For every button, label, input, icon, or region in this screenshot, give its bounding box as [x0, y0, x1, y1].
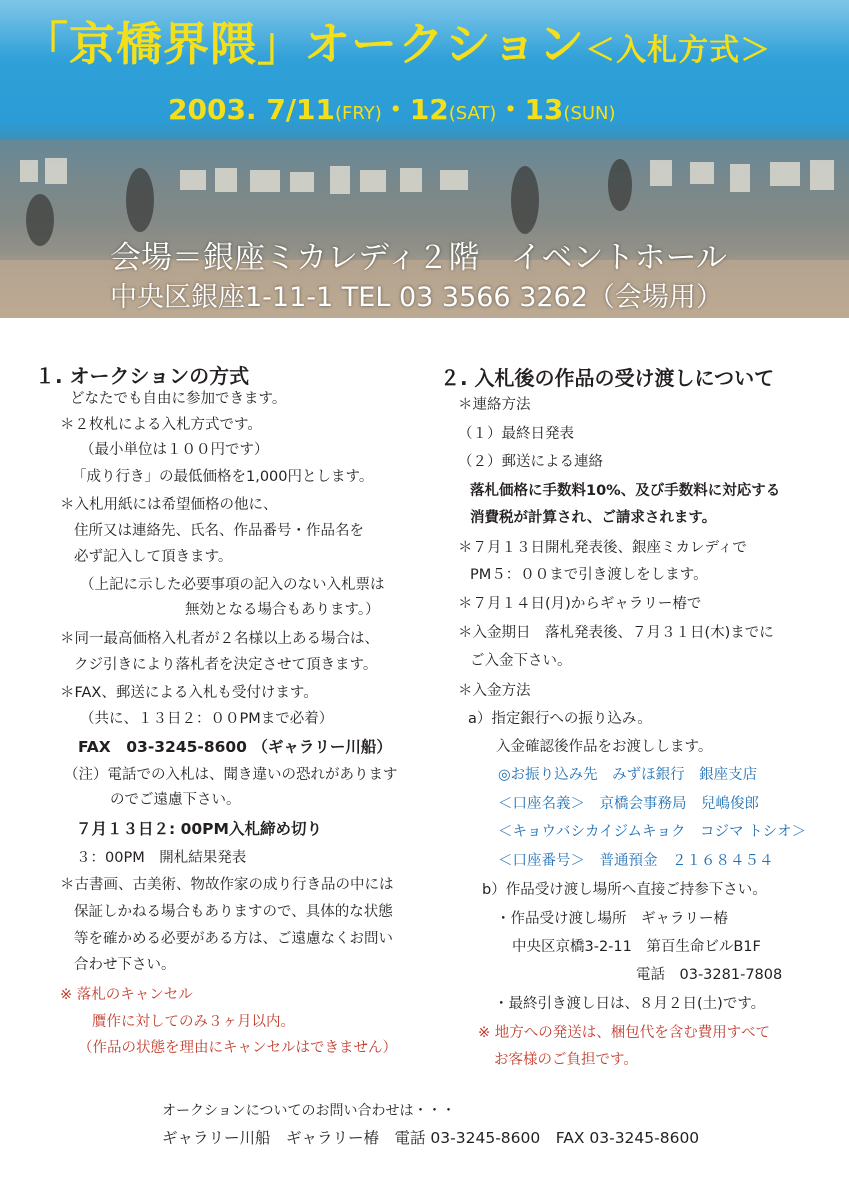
- section1-line: 住所又は連絡先、氏名、作品番号・作品名を: [74, 523, 364, 539]
- venue-address: 中央区銀座1-11-1 TEL 03 3566 3262（会場用）: [110, 282, 723, 313]
- section1-line: （注）電話での入札は、聞き違いの恐れがあります: [64, 767, 398, 783]
- section1-line: （上記に示した必要事項の記入のない入札票は: [80, 577, 385, 593]
- section1-line: ３：00PM 開札結果発表: [76, 850, 247, 866]
- section2-line: ご入金下さい。: [470, 653, 572, 669]
- section1-line-fax: FAX 03-3245-8600 （ギャラリー川船）: [78, 738, 392, 756]
- section1-line: どなたでも自由に参加できます。: [70, 391, 287, 407]
- section2-line: ＊７月１３日開札発表後、銀座ミカレディで: [458, 540, 747, 556]
- date-day2-weekday: (SAT): [448, 103, 497, 124]
- header-banner: [0, 0, 849, 318]
- date-day3-weekday: (SUN): [563, 103, 616, 124]
- section1-line: 保証しかねる場合もありますので、具体的な状態: [74, 904, 393, 920]
- section1-line: ＊同一最高価格入札者が２名様以上ある場合は、: [60, 631, 379, 647]
- section2-line: ＊連絡方法: [458, 397, 531, 413]
- section1-line: （共に、１３日２：００PMまで必着）: [80, 711, 334, 727]
- section2-line: （１）最終日発表: [458, 426, 574, 442]
- section2-line-fee: 落札価格に手数料10%、及び手数料に対応する: [470, 483, 781, 499]
- section1-heading: １. オークションの方式: [35, 364, 250, 388]
- section2-line: b）作品受け渡し場所へ直接ご持参下さい。: [482, 882, 767, 898]
- section2-line: 中央区京橋3-2-11 第百生命ビルB1F: [512, 939, 761, 955]
- section2-line-shipping: お客様のご負担です。: [494, 1052, 638, 1068]
- date-day1-weekday: (FRY): [335, 103, 382, 124]
- section2-heading: ２. 入札後の作品の受け渡しについて: [440, 366, 775, 390]
- venue-name: 会場＝銀座ミカレディ２階 イベントホール: [110, 240, 727, 276]
- bank-account-number: ＜口座番号＞ 普通預金 ２１６８４５４: [498, 853, 774, 869]
- section1-line-cancel: ※ 落札のキャンセル: [60, 987, 193, 1003]
- section2-line: PM５：００まで引き渡しをします。: [470, 567, 708, 583]
- section1-line: のでご遠慮下さい。: [110, 792, 241, 808]
- section1-line: ＊FAX、郵送による入札も受付けます。: [60, 685, 318, 701]
- section2-line-shipping: ※ 地方への発送は、梱包代を含む費用すべて: [478, 1025, 770, 1041]
- event-title: [22, 8, 771, 74]
- date-year: 2003.: [168, 93, 257, 126]
- section2-line: ＊入金方法: [458, 683, 531, 699]
- section1-line: ＊古書画、古美術、物故作家の成り行き品の中には: [60, 877, 394, 893]
- section1-line-cancel: （作品の状態を理由にキャンセルはできません）: [78, 1040, 397, 1056]
- date-day2: ・12: [381, 93, 449, 126]
- footer-contact: ギャラリー川船 ギャラリー椿 電話 03-3245-8600 FAX 03-3245-8600: [162, 1129, 700, 1147]
- event-date: [168, 88, 616, 128]
- section2-line: ・作品受け渡し場所 ギャラリー椿: [496, 911, 728, 927]
- section2-line: 入金確認後作品をお渡しします。: [496, 739, 713, 755]
- date-day3: ・13: [496, 93, 564, 126]
- section1-line: 無効となる場合もあります。）: [185, 602, 380, 618]
- section2-line: ＊７月１４日(月)からギャラリー椿で: [458, 596, 702, 612]
- section1-line-cancel: 贋作に対してのみ３ヶ月以内。: [92, 1014, 295, 1030]
- section1-line: クジ引きにより落札者を決定させて頂きます。: [74, 657, 378, 673]
- section2-line: 電話 03-3281-7808: [636, 967, 783, 983]
- section1-line: （最小単位は１００円です）: [80, 442, 269, 458]
- section1-line-deadline: ７月１３日２: 00PM入札締め切り: [76, 820, 322, 838]
- bank-branch: ◎お振り込み先 みずほ銀行 銀座支店: [498, 767, 758, 783]
- section1-line: ＊入札用紙には希望価格の他に、: [60, 497, 278, 513]
- section1-line: 「成り行き」の最低価格を1,000円とします。: [72, 469, 374, 485]
- section1-line: 必ず記入して頂きます。: [74, 549, 233, 565]
- section2-line: ＊入金期日 落札発表後、７月３１日(木)までに: [458, 625, 774, 641]
- bank-account-kana: ＜キョウバシカイジムキョク コジマ トシオ＞: [498, 824, 807, 840]
- section1-line: ＊２枚札による入札方式です。: [60, 417, 262, 433]
- title-main: 「京橋界隈」オークション: [22, 17, 586, 71]
- section1-line: 等を確かめる必要がある方は、ご遠慮なくお問い: [74, 931, 393, 947]
- section2-line: a）指定銀行への振り込み。: [468, 711, 652, 727]
- section2-line: ・最終引き渡し日は、８月２日(土)です。: [494, 996, 766, 1012]
- section2-line: （２）郵送による連絡: [458, 454, 603, 470]
- footer-inquiry: オークションについてのお問い合わせは・・・: [162, 1103, 456, 1119]
- section2-line-fee: 消費税が計算され、ご請求されます。: [470, 510, 717, 526]
- bank-account-name: ＜口座名義＞ 京橋会事務局 兒嶋俊郎: [498, 796, 759, 812]
- date-day1: 7/11: [266, 93, 336, 126]
- title-method: ＜入札方式＞: [585, 33, 772, 68]
- section1-line: 合わせ下さい。: [74, 957, 176, 973]
